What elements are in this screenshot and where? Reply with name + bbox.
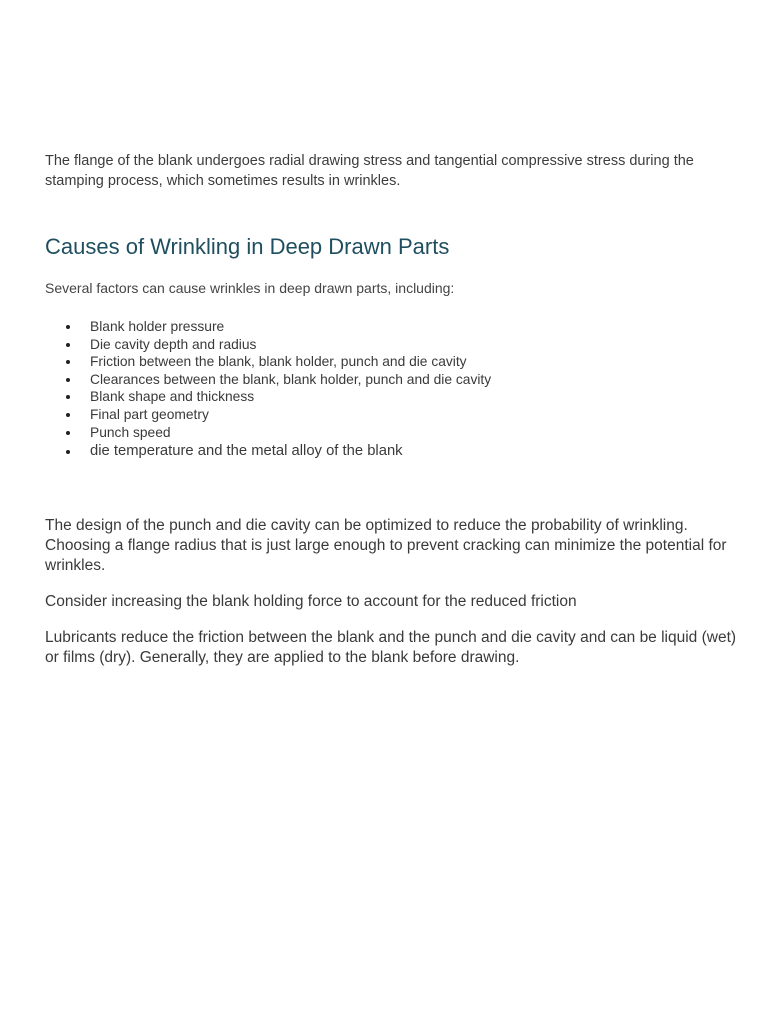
list-item-text: Final part geometry <box>90 406 209 422</box>
document-body <box>45 151 745 668</box>
bullet-icon <box>66 360 70 364</box>
list-item-text: Friction between the blank, blank holder, punch and die cavity <box>90 354 467 370</box>
list-item-text: Die cavity depth and radius <box>90 336 257 352</box>
bullet-icon <box>66 431 70 435</box>
list-item <box>45 353 745 371</box>
list-item-text: die temperature and the metal alloy of the blank <box>90 443 403 460</box>
bullet-icon <box>66 325 70 329</box>
factors-list <box>45 318 745 462</box>
list-item <box>45 318 745 336</box>
list-item <box>45 441 745 462</box>
list-item <box>45 406 745 424</box>
list-item-text: Blank holder pressure <box>90 319 225 334</box>
bullet-icon <box>66 450 70 454</box>
lead-paragraph: Several factors can cause wrinkles in deep drawn parts, including: <box>45 280 455 296</box>
list-item <box>45 336 745 354</box>
list-item-text: Clearances between the blank, blank holder, punch and die cavity <box>90 371 492 387</box>
list-item <box>45 371 745 389</box>
list-item-text: Punch speed <box>90 424 171 440</box>
list-item-text: Blank shape and thickness <box>90 389 255 405</box>
bullet-icon <box>66 413 70 417</box>
lubricants-paragraph: Lubricants reduce the friction between the blank and the punch and die cavity and can be liquid (wet) or films (dry). Generally, they are applied to the blank before drawing. <box>45 629 737 667</box>
design-paragraph: The design of the punch and die cavity can be optimized to reduce the probability of wrinkling. Choosing a flange radius that is just large enough to prevent cracking can minimize the potential for wrinkles. <box>45 517 727 575</box>
bullet-icon <box>66 395 70 399</box>
list-item <box>45 388 745 406</box>
list-item <box>45 424 745 442</box>
intro-paragraph: The flange of the blank undergoes radial drawing stress and tangential compressive stress during the stamping process, which sometimes results in wrinkles. <box>45 153 694 189</box>
bullet-icon <box>66 343 70 347</box>
holding-force-paragraph: Consider increasing the blank holding force to account for the reduced friction <box>45 593 577 611</box>
bullet-icon <box>66 378 70 382</box>
section-heading: Causes of Wrinkling in Deep Drawn Parts <box>45 234 450 259</box>
